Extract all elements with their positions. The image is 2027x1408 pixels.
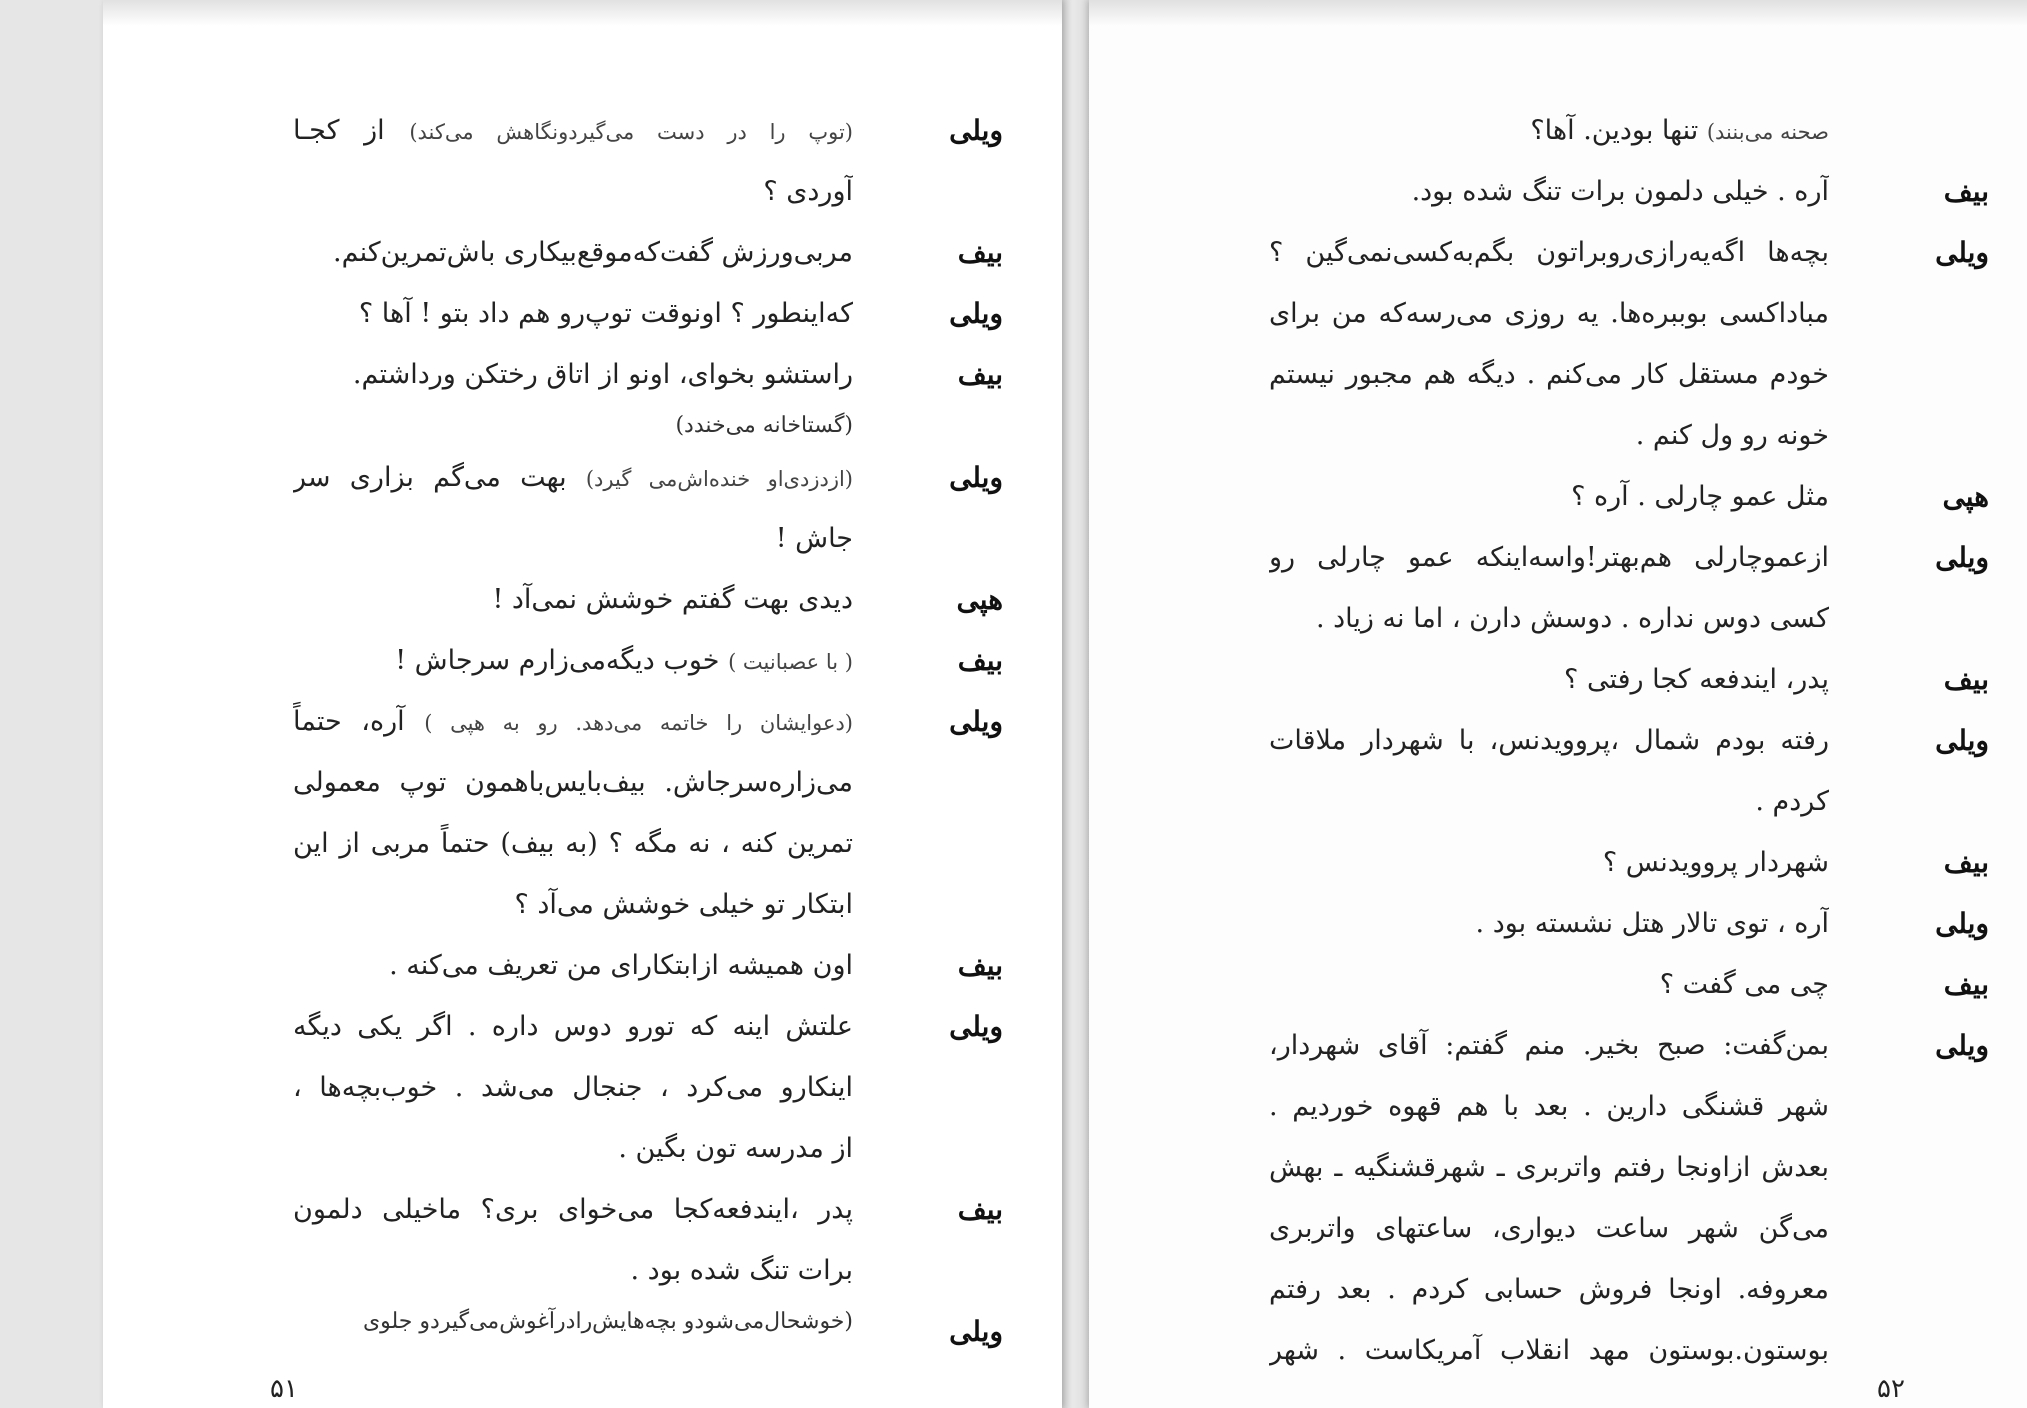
dialogue-text: ازعموچارلی هم‌بهتر!واسه‌اینکه عمو چارلی رو [1269,542,1829,573]
dialogue-text: علتش اینه که تورو دوس داره . اگر یکی دیگه [293,1011,853,1042]
dialogue-text: دیدی بهت گفتم خوشش نمی‌آد ! [492,584,853,615]
dialogue-entry [1189,161,1989,222]
dialogue-line [293,935,853,996]
dialogue-text: خونه رو ول کنم . [1635,420,1829,451]
dialogue-text: اینکارو می‌کرد ، جنجال می‌شد . خوب‌بچه‌ها ، [293,1072,853,1103]
dialogue-line [1269,1076,1829,1137]
speaker-name: بیف [957,1193,1003,1226]
dialogue-line [293,630,853,691]
dialogue-line [293,161,853,222]
dialogue-text: می‌گن شهر ساعت دیواری، ساعتهای واتربری [1269,1213,1829,1244]
dialogue-lines [1269,100,1829,161]
dialogue-line [293,1240,853,1301]
speaker-name: ویلی [1935,1029,1989,1062]
dialogue-text: کردم . [1755,786,1829,817]
dialogue-entry [223,1179,1003,1301]
page-top-shade [103,0,1062,26]
dialogue-text: اون همیشه ازابتکارای من تعریف می‌کنه . [389,950,853,981]
dialogue-entry [223,630,1003,691]
dialogue-text: پدر، ایندفعه کجا رفتی ؟ [1564,664,1829,695]
dialogue-line [1269,1198,1829,1259]
dialogue-lines [1269,832,1829,893]
speaker-name: ویلی [949,705,1003,738]
speaker-name: ویلی [949,1315,1003,1348]
dialogue-text: شهر قشنگی دارین . بعد با هم قهوه خوردیم . [1269,1091,1829,1122]
dialogue-entry [1189,527,1989,649]
dialogue-text: آره ، توی تالار هتل نشسته بود . [1475,908,1829,939]
stage-direction: (ازدزدی‌او خنده‌اش‌می گیرد) [585,467,853,491]
speaker-name: بیف [1943,968,1989,1001]
stage-direction: ( با عصبانیت ) [728,650,853,674]
right-page-number: ۵۲ [1877,1374,1905,1404]
dialogue-lines [293,630,853,691]
book-gutter [1062,0,1089,1408]
dialogue-line [1269,222,1829,283]
speaker-name: ویلی [1935,236,1989,269]
dialogue-entry [223,996,1003,1179]
dialogue-line [293,344,853,405]
dialogue-text: چی می گفت ؟ [1659,969,1829,1000]
dialogue-lines [1269,649,1829,710]
dialogue-line [293,1118,853,1179]
dialogue-text: آره . خیلی دلمون برات تنگ شده بود. [1411,176,1829,207]
dialogue-line [1269,1015,1829,1076]
dialogue-line [1269,283,1829,344]
dialogue-lines [293,283,853,344]
dialogue-line [1269,954,1829,1015]
dialogue-text: خوب دیگه‌می‌زارم سرجاش ! [395,645,729,676]
dialogue-entry [223,344,1003,447]
dialogue-line [1269,344,1829,405]
dialogue-line [1269,649,1829,710]
speaker-name: بیف [1943,175,1989,208]
speaker-name: ویلی [1935,907,1989,940]
dialogue-text: مربی‌ورزش گفت‌که‌موقع‌بیکاری باش‌تمرین‌کنم. [333,237,853,268]
dialogue-text: رفته بودم شمال ،پروویدنس، با شهردار ملاقات [1269,725,1829,756]
dialogue-lines [1269,710,1829,832]
dialogue-line [1269,527,1829,588]
speaker-name: ویلی [949,114,1003,147]
dialogue-text: برات تنگ شده بود . [630,1255,853,1286]
dialogue-line [293,283,853,344]
dialogue-lines [293,1179,853,1301]
dialogue-text: بوستون.بوستون مهد انقلاب آمریکاست . شهر [1269,1335,1829,1366]
dialogue-lines [1269,161,1829,222]
dialogue-lines [293,996,853,1179]
speaker-name: بیف [957,236,1003,269]
dialogue-line [1269,1137,1829,1198]
stage-direction: (دعوایشان را خاتمه می‌دهد. رو به هپی ) [424,711,853,735]
dialogue-entry [223,283,1003,344]
right-page-text [1189,100,1989,1381]
dialogue-lines [293,344,853,447]
dialogue-line [293,447,853,508]
dialogue-text: پدر ،ایندفعه‌کجا می‌خوای بری؟ ماخیلی دلمون [293,1194,853,1225]
dialogue-text: خودم مستقل کار می‌کنم . دیگه هم مجبور نیستم [1269,359,1829,390]
dialogue-line [1269,832,1829,893]
dialogue-entry [1189,649,1989,710]
dialogue-lines [293,447,853,569]
dialogue-text: مثل عمو چارلی . آره ؟ [1571,481,1829,512]
left-page-text [223,100,1003,1362]
speaker-name: بیف [957,949,1003,982]
speaker-name: بیف [957,644,1003,677]
dialogue-text: کسی دوس نداره . دوسش دارن ، اما نه زیاد . [1315,603,1829,634]
dialogue-line [1269,100,1829,161]
dialogue-text: مباداکسی بوببره‌ها. یه روزی می‌رسه‌که من برای [1269,298,1829,329]
dialogue-text: بهت می‌گم بزاری سر [293,462,586,493]
dialogue-lines [1269,954,1829,1015]
dialogue-text: از کجـا [293,115,410,146]
dialogue-line [293,691,853,752]
dialogue-lines [1269,893,1829,954]
left-page [103,0,1062,1408]
dialogue-text: که‌اینطور ؟ اونوقت توپ‌رو هم داد بتو ! آها ؟ [358,298,853,329]
dialogue-text: آره، حتماً [293,706,425,737]
dialogue-lines [293,935,853,996]
left-page-number: ۵۱ [270,1374,298,1404]
dialogue-entry [223,691,1003,935]
dialogue-entry [1189,893,1989,954]
dialogue-line [293,222,853,283]
dialogue-text: می‌زاره‌سرجاش. بیف‌بایس‌باهمون توپ معمولی [293,767,853,798]
dialogue-lines [293,569,853,630]
stage-direction: (گستاخانه می‌خندد) [675,413,853,438]
dialogue-line [293,874,853,935]
stage-direction: صحنه می‌بنند) [1706,120,1829,144]
dialogue-entry [1189,710,1989,832]
dialogue-entry [1189,222,1989,466]
dialogue-lines [293,222,853,283]
dialogue-line [1269,588,1829,649]
dialogue-lines [1269,1015,1829,1381]
stage-direction: (خوشحال‌می‌شودو بچه‌هایش‌رادرآغوش‌می‌گیردو جلوی [362,1309,853,1334]
dialogue-entry [1189,954,1989,1015]
dialogue-lines [1269,466,1829,527]
dialogue-line [1269,161,1829,222]
dialogue-entry [223,569,1003,630]
dialogue-entry [1189,832,1989,893]
dialogue-line [293,1057,853,1118]
dialogue-text: تنها بودین. آها؟ [1530,115,1707,146]
dialogue-text: بمن‌گفت: صبح بخیر. منم گفتم: آقای شهردار، [1269,1030,1829,1061]
speaker-name: ویلی [1935,724,1989,757]
dialogue-line [293,752,853,813]
dialogue-line [1269,771,1829,832]
dialogue-line [1269,710,1829,771]
dialogue-text: بچه‌ها اگه‌یه‌رازی‌روبراتون بگم‌به‌کسی‌نمی‌گین ؟ [1269,237,1829,268]
dialogue-line [1269,1259,1829,1320]
dialogue-line [293,813,853,874]
dialogue-line [293,569,853,630]
dialogue-line [1269,466,1829,527]
dialogue-entry [1189,100,1989,161]
dialogue-text: تمرین کنه ، نه مگه ؟ (به بیف) حتماً مربی از این [293,828,853,859]
speaker-name: بیف [957,358,1003,391]
dialogue-entry [223,1301,1003,1362]
dialogue-line [293,996,853,1057]
dialogue-entry [223,935,1003,996]
speaker-name: بیف [1943,663,1989,696]
dialogue-text: بعدش ازاونجا رفتم واتربری ـ شهرقشنگیه ـ بهش [1269,1152,1829,1183]
speaker-name: ویلی [949,1010,1003,1043]
speaker-name: ویلی [1935,541,1989,574]
dialogue-entry [223,100,1003,222]
speaker-name: هپی [956,583,1003,616]
dialogue-text: راستشو بخوای، اونو از اتاق رختکن ورداشتم. [352,359,853,390]
dialogue-text: شهردار پروویدنس ؟ [1602,847,1829,878]
dialogue-text: آوردی ؟ [763,176,853,207]
dialogue-line [1269,893,1829,954]
dialogue-text: ابتکار تو خیلی خوشش می‌آد ؟ [514,889,853,920]
speaker-name: هپی [1942,480,1989,513]
dialogue-line [1269,405,1829,466]
dialogue-line [293,100,853,161]
dialogue-lines [293,1301,853,1343]
dialogue-line [1269,1320,1829,1381]
dialogue-text: از مدرسه تون بگین . [618,1133,853,1164]
dialogue-entry [1189,1015,1989,1381]
dialogue-entry [223,222,1003,283]
dialogue-lines [1269,527,1829,649]
dialogue-lines [1269,222,1829,466]
stage-direction: (توپ را در دست می‌گیردونگاهش می‌کند) [409,120,853,144]
dialogue-text: جاش ! [775,523,853,554]
dialogue-lines [293,691,853,935]
speaker-name: ویلی [949,297,1003,330]
speaker-name: ویلی [949,461,1003,494]
page-top-shade [1089,0,2027,26]
dialogue-text: معروفه. اونجا فروش حسابی کردم . بعد رفتم [1269,1274,1829,1305]
dialogue-line [293,508,853,569]
speaker-name: بیف [1943,846,1989,879]
right-page [1089,0,2027,1408]
dialogue-lines [293,100,853,222]
dialogue-line [293,1179,853,1240]
dialogue-entry [223,447,1003,569]
dialogue-entry [1189,466,1989,527]
